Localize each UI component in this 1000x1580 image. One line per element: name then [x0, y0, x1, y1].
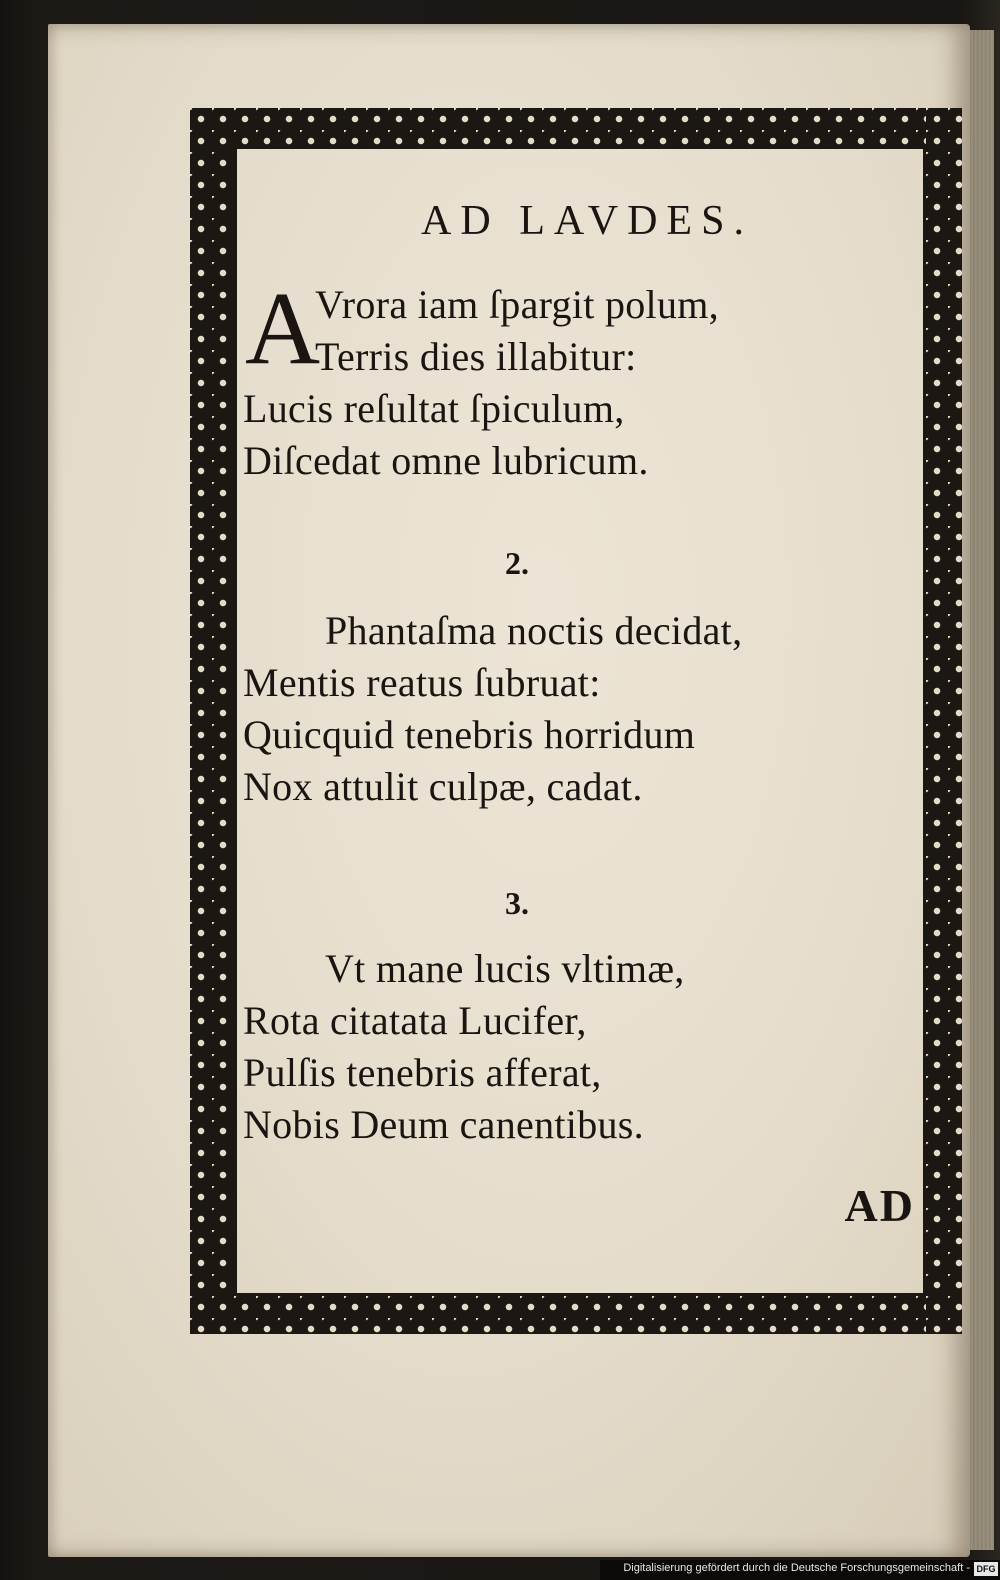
ornament-band-bottom — [190, 1296, 962, 1334]
stanza-3-line-1: Vt mane lucis vltimæ, — [325, 946, 685, 991]
drop-cap: A — [245, 271, 321, 386]
dfg-logo-icon: DFG — [974, 1562, 998, 1576]
stanza-2-line-2: Mentis reatus ſubruat: — [243, 660, 601, 705]
stanza-1 — [243, 271, 719, 487]
stanza-3-number: 3. — [505, 885, 529, 921]
stanza-3-line-3: Pulſis tenebris afferat, — [243, 1050, 602, 1095]
stanza-2 — [243, 605, 742, 813]
stanza-2-line-3: Quicquid tenebris horridum — [243, 712, 696, 757]
stanza-1-dropcap-block — [243, 271, 719, 386]
page-title: AD LAVDES. — [421, 198, 753, 244]
stanza-1-line-4: Diſcedat omne lubricum. — [243, 438, 649, 483]
ornament-band-top — [190, 108, 962, 146]
stanza-3-line-4: Nobis Deum canentibus. — [243, 1102, 644, 1147]
ornamental-border — [190, 108, 962, 1334]
stanza-1-line-1: Vrora iam ſpargit polum, — [315, 282, 719, 327]
stanza-1-line-2: Terris dies illabitur: — [315, 334, 637, 379]
ornament-band-right — [926, 108, 962, 1334]
stanza-2-line-4: Nox attulit culpæ, cadat. — [243, 764, 643, 809]
stanza-2-line-1: Phantaſma noctis decidat, — [325, 608, 743, 653]
footer-credit: Digitalisierung gefördert durch die Deutsche Forschungsgemeinschaft - — [623, 1562, 970, 1574]
footer-bar — [600, 1560, 1000, 1580]
catchword: AD — [844, 1180, 915, 1231]
ornament-band-left — [190, 108, 234, 1334]
stanza-2-number: 2. — [505, 545, 529, 581]
stanza-3-line-2: Rota citatata Lucifer, — [243, 998, 587, 1043]
stanza-3 — [243, 943, 685, 1151]
text-block — [234, 146, 926, 1296]
stanza-1-line-3: Lucis reſultat ſpiculum, — [243, 386, 625, 431]
page-edge — [968, 30, 994, 1550]
